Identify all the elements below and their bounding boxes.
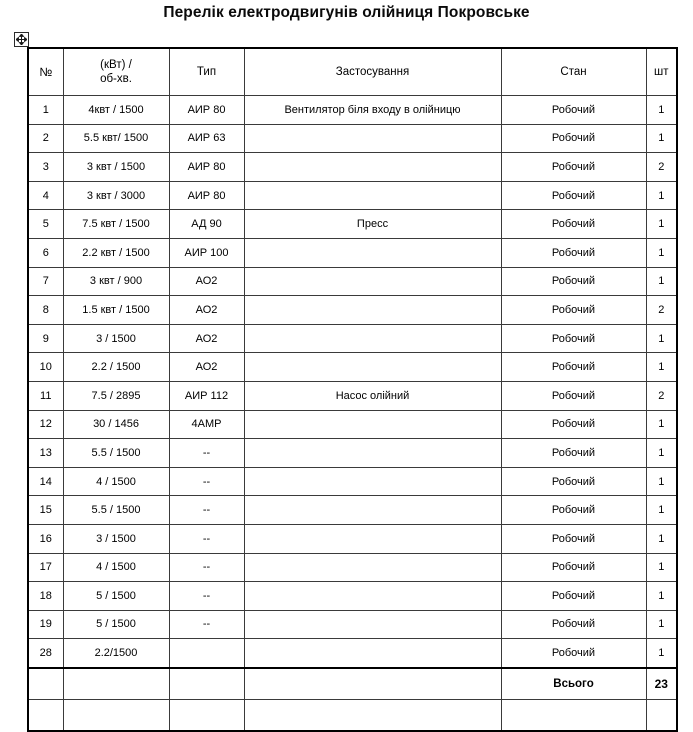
cell-number: 9 — [28, 324, 63, 353]
cell-type: -- — [169, 553, 244, 582]
cell-number: 4 — [28, 181, 63, 210]
cell-application — [244, 296, 501, 325]
table-row[interactable] — [28, 267, 677, 296]
cell-state: Робочий — [501, 410, 646, 439]
cell-power: 3 / 1500 — [63, 324, 169, 353]
cell-power: 3 квт / 900 — [63, 267, 169, 296]
cell-state: Робочий — [501, 467, 646, 496]
cell-number: 3 — [28, 153, 63, 182]
cell-number: 28 — [28, 639, 63, 668]
cell-power: 1.5 квт / 1500 — [63, 296, 169, 325]
cell-application — [244, 496, 501, 525]
cell-power: 2.2/1500 — [63, 639, 169, 668]
cell-type: 4АМР — [169, 410, 244, 439]
cell-power: 7.5 / 2895 — [63, 381, 169, 410]
cell-number: 1 — [28, 96, 63, 125]
cell-power: 2.2 / 1500 — [63, 353, 169, 382]
cell-type: АИР 112 — [169, 381, 244, 410]
cell-quantity: 1 — [646, 467, 677, 496]
table-move-handle-icon[interactable] — [14, 32, 29, 47]
header-row — [28, 48, 677, 96]
cell-number: 14 — [28, 467, 63, 496]
cell-state: Робочий — [501, 238, 646, 267]
cell-type — [169, 639, 244, 668]
cell-state: Всього — [501, 668, 646, 700]
cell-application — [244, 153, 501, 182]
table-row[interactable] — [28, 181, 677, 210]
cell-application — [244, 639, 501, 668]
cell-state: Робочий — [501, 582, 646, 611]
cell-application: Пресс — [244, 210, 501, 239]
cell-type: -- — [169, 582, 244, 611]
cell-state: Робочий — [501, 381, 646, 410]
cell-application — [244, 124, 501, 153]
table-body — [28, 96, 677, 731]
cell-type: -- — [169, 496, 244, 525]
cell-power — [63, 668, 169, 700]
cell-state: Робочий — [501, 324, 646, 353]
cell-power: 5.5 квт/ 1500 — [63, 124, 169, 153]
cell-power: 30 / 1456 — [63, 410, 169, 439]
column-header-type: Тип — [169, 48, 244, 96]
cell-quantity: 2 — [646, 153, 677, 182]
table-row[interactable] — [28, 553, 677, 582]
cell-type: АИР 80 — [169, 153, 244, 182]
cell-type — [169, 668, 244, 700]
column-header-application: Застосування — [244, 48, 501, 96]
cell-quantity: 1 — [646, 582, 677, 611]
cell-type: АИР 63 — [169, 124, 244, 153]
cell-state: Робочий — [501, 96, 646, 125]
cell-quantity: 23 — [646, 668, 677, 700]
cell-number: 15 — [28, 496, 63, 525]
cell-state: Робочий — [501, 553, 646, 582]
cell-state: Робочий — [501, 353, 646, 382]
cell-number: 7 — [28, 267, 63, 296]
table-row[interactable] — [28, 153, 677, 182]
table-row[interactable] — [28, 439, 677, 468]
cell-type: -- — [169, 524, 244, 553]
cell-quantity: 1 — [646, 496, 677, 525]
cell-type: АО2 — [169, 267, 244, 296]
cell-application — [244, 467, 501, 496]
cell-type — [169, 699, 244, 731]
cell-quantity: 2 — [646, 381, 677, 410]
table-row[interactable] — [28, 582, 677, 611]
cell-power: 4 / 1500 — [63, 467, 169, 496]
cell-application — [244, 410, 501, 439]
cell-power: 4квт / 1500 — [63, 96, 169, 125]
cell-quantity: 1 — [646, 210, 677, 239]
table-row[interactable] — [28, 238, 677, 267]
cell-power: 4 / 1500 — [63, 553, 169, 582]
cell-quantity: 1 — [646, 238, 677, 267]
cell-application — [244, 668, 501, 700]
cell-quantity: 1 — [646, 553, 677, 582]
motor-table-container — [27, 47, 676, 732]
cell-number: 5 — [28, 210, 63, 239]
cell-quantity: 1 — [646, 639, 677, 668]
cell-type: -- — [169, 439, 244, 468]
table-tail-row[interactable] — [28, 699, 677, 731]
table-row[interactable] — [28, 524, 677, 553]
cell-application: Насос олійний — [244, 381, 501, 410]
cell-state: Робочий — [501, 267, 646, 296]
cell-state — [501, 699, 646, 731]
cell-power — [63, 699, 169, 731]
cell-number — [28, 668, 63, 700]
cell-quantity: 1 — [646, 524, 677, 553]
cell-quantity — [646, 699, 677, 731]
cell-quantity: 1 — [646, 96, 677, 125]
table-row[interactable] — [28, 381, 677, 410]
cell-state: Робочий — [501, 124, 646, 153]
cell-number: 17 — [28, 553, 63, 582]
table-row[interactable] — [28, 96, 677, 125]
cell-state: Робочий — [501, 181, 646, 210]
cell-state: Робочий — [501, 524, 646, 553]
cell-application — [244, 267, 501, 296]
cell-quantity: 1 — [646, 353, 677, 382]
table-row[interactable] — [28, 467, 677, 496]
cell-type: -- — [169, 610, 244, 639]
cell-type: -- — [169, 467, 244, 496]
cell-state: Робочий — [501, 439, 646, 468]
cell-type: АО2 — [169, 296, 244, 325]
cell-number: 8 — [28, 296, 63, 325]
cell-type: АИР 80 — [169, 181, 244, 210]
cell-number: 13 — [28, 439, 63, 468]
cell-quantity: 2 — [646, 296, 677, 325]
cell-number: 12 — [28, 410, 63, 439]
cell-application — [244, 353, 501, 382]
column-header-power — [63, 48, 169, 96]
cell-quantity: 1 — [646, 267, 677, 296]
cell-application — [244, 238, 501, 267]
column-header-power-line2: об-хв. — [100, 73, 132, 85]
cell-number: 11 — [28, 381, 63, 410]
cell-state: Робочий — [501, 639, 646, 668]
cell-type: АИР 100 — [169, 238, 244, 267]
cell-state: Робочий — [501, 496, 646, 525]
cell-application — [244, 582, 501, 611]
cell-quantity: 1 — [646, 124, 677, 153]
cell-number: 19 — [28, 610, 63, 639]
cell-number: 10 — [28, 353, 63, 382]
cell-application — [244, 699, 501, 731]
cell-application — [244, 610, 501, 639]
cell-type: АО2 — [169, 324, 244, 353]
cell-power: 5 / 1500 — [63, 582, 169, 611]
table-row[interactable] — [28, 210, 677, 239]
cell-state: Робочий — [501, 296, 646, 325]
cell-type: АИР 80 — [169, 96, 244, 125]
cell-number: 2 — [28, 124, 63, 153]
cell-power: 2.2 квт / 1500 — [63, 238, 169, 267]
cell-state: Робочий — [501, 210, 646, 239]
cell-power: 5.5 / 1500 — [63, 496, 169, 525]
table-row[interactable] — [28, 639, 677, 668]
column-header-quantity: шт — [646, 48, 677, 96]
cell-number: 18 — [28, 582, 63, 611]
table-header — [28, 48, 677, 96]
table-row[interactable] — [28, 296, 677, 325]
table-row[interactable] — [28, 496, 677, 525]
cell-application — [244, 324, 501, 353]
cell-power: 3 квт / 3000 — [63, 181, 169, 210]
table-row[interactable] — [28, 610, 677, 639]
column-header-power-line1: (кВт) / — [100, 59, 132, 71]
table-row[interactable] — [28, 410, 677, 439]
column-header-number: № — [28, 48, 63, 96]
cell-number — [28, 699, 63, 731]
cell-number: 6 — [28, 238, 63, 267]
table-total-row[interactable] — [28, 668, 677, 700]
cell-quantity: 1 — [646, 410, 677, 439]
motor-list-table — [27, 47, 678, 732]
cell-application — [244, 553, 501, 582]
cell-application: Вентилятор біля входу в олійницю — [244, 96, 501, 125]
column-header-state: Стан — [501, 48, 646, 96]
cell-application — [244, 439, 501, 468]
cell-quantity: 1 — [646, 610, 677, 639]
cell-quantity: 1 — [646, 324, 677, 353]
cell-power: 3 / 1500 — [63, 524, 169, 553]
cell-power: 7.5 квт / 1500 — [63, 210, 169, 239]
cell-state: Робочий — [501, 153, 646, 182]
cell-type: АО2 — [169, 353, 244, 382]
table-row[interactable] — [28, 324, 677, 353]
cell-application — [244, 524, 501, 553]
cell-power: 5.5 / 1500 — [63, 439, 169, 468]
table-row[interactable] — [28, 124, 677, 153]
cell-type: АД 90 — [169, 210, 244, 239]
cell-state: Робочий — [501, 610, 646, 639]
page-title: Перелік електродвигунів олійниця Покровське — [163, 4, 530, 21]
table-row[interactable] — [28, 353, 677, 382]
cell-quantity: 1 — [646, 439, 677, 468]
cell-number: 16 — [28, 524, 63, 553]
cell-power: 3 квт / 1500 — [63, 153, 169, 182]
cell-quantity: 1 — [646, 181, 677, 210]
cell-power: 5 / 1500 — [63, 610, 169, 639]
cell-application — [244, 181, 501, 210]
